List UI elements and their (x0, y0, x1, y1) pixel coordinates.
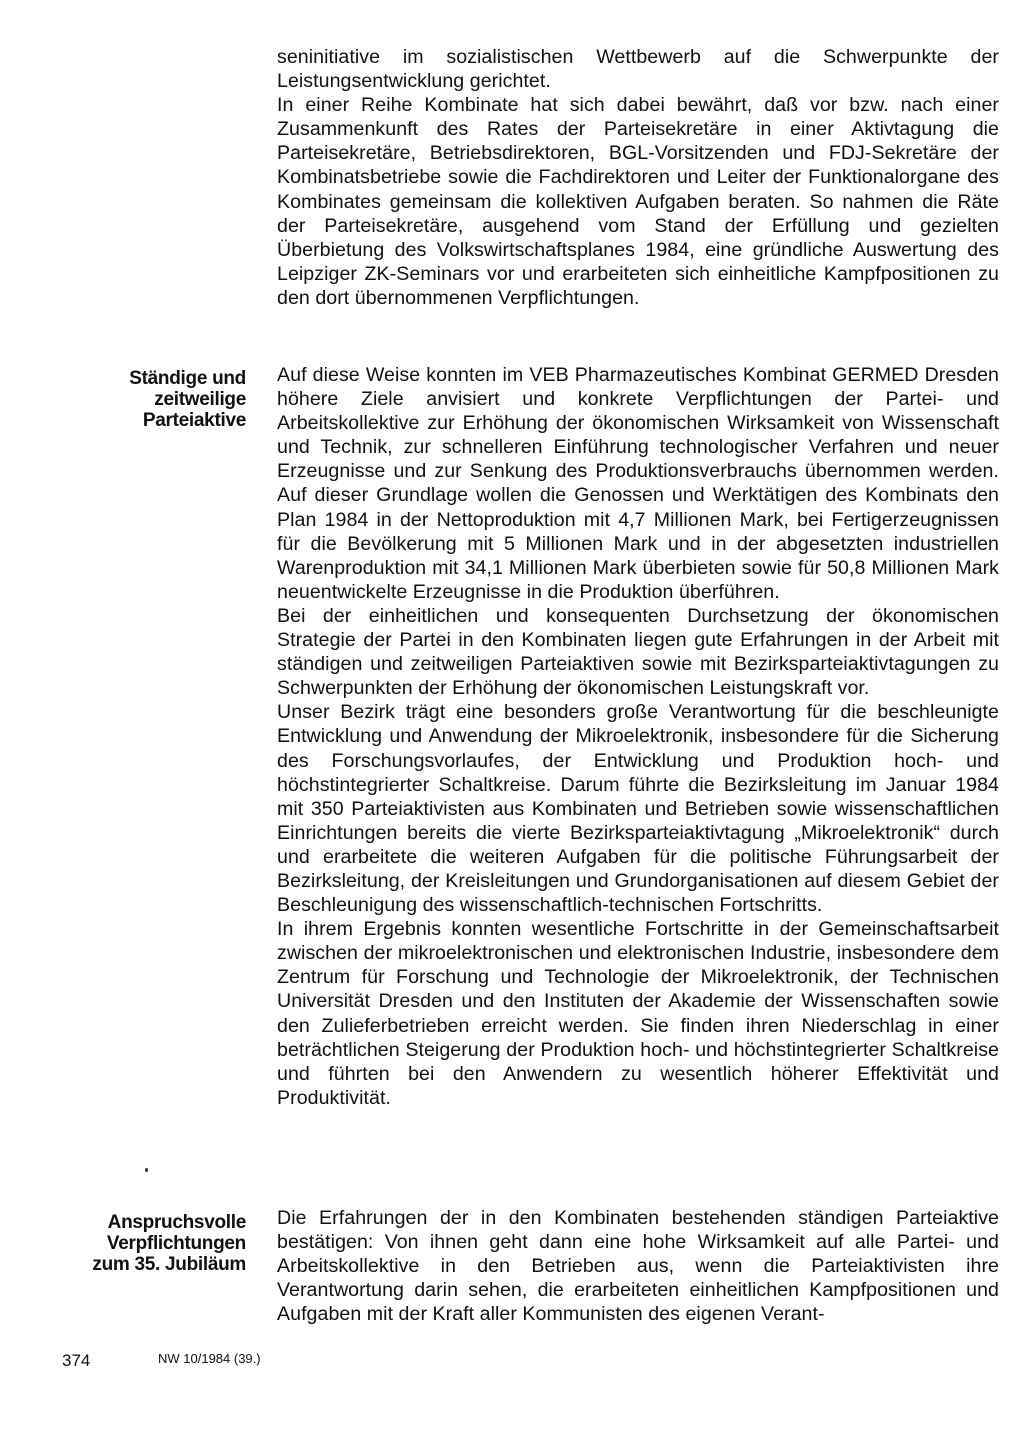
paragraph: Unser Bezirk trägt eine besonders große Verantwortung für die beschleunigte Entwicklung und Anwendung der Mikroelektronik, insbesondere für die Sicherung des Forschungsvorlaufes, der Entwicklung und Produktion hoch- und höchstintegrierter Schaltkreise. Darum führte die Bezirksleitung im Januar 1984 mit 350 Parteiaktivisten aus Kombinaten und Betrieben sowie wissenschaftlichen Einrichtungen bereits die vierte Bezirksparteiaktivtagung „Mikroelektronik“ durch und erarbeitete die weiteren Aufgaben für die politische Führungsarbeit der Bezirksleitung, der Kreisleitungen und Grundorganisationen auf diesem Gebiet der Beschleunigung des wissenschaftlich-technischen Fortschritts. (277, 701, 999, 917)
paragraph: Die Erfahrungen der in den Kombinaten bestehenden ständigen Parteiaktive bestätigen: Von ihnen geht dann eine hohe Wirksamkeit auf alle Partei- und Arbeitskollektive in den Betrieben aus, wenn die Parteiaktivisten ihre Verantwortung darin sehen, die erarbeiteten einheitlichen Kampfpositionen und Aufgaben mit der Kraft aller Kommunisten des eigenen Verant- (277, 1207, 999, 1326)
margin-heading-jubilaeum (60, 1212, 246, 1275)
body-text-top (277, 45, 999, 310)
paragraph: seninitiative im sozialistischen Wettbewerb auf die Schwerpunkte der Leistungsentwicklung gerichtet. (277, 46, 999, 93)
paragraph: In ihrem Ergebnis konnten wesentliche Fortschritte in der Gemeinschaftsarbeit zwischen der mikroelektronischen und elektronischen Industrie, insbesondere dem Zentrum für Forschung und Technologie der Mikroelektronik, der Technischen Universität Dresden und den Instituten der Akademie der Wissenschaften sowie den Zulieferbetrieben erreicht werden. Sie finden ihren Niederschlag in einer beträchtlichen Steigerung der Produktion hoch- und höchstintegrierter Schaltkreise und führten bei den Anwendern zu wesentlich höherer Effektivität und Produktivität. (277, 918, 999, 1109)
paragraph: In einer Reihe Kombinate hat sich dabei bewährt, daß vor bzw. nach einer Zusammenkunft des Rates der Parteisekretäre in einer Aktivtagung die Parteisekretäre, Betriebsdirektoren, BGL-Vorsitzenden und FDJ-Sekretäre der Kombinatsbetriebe sowie die Fachdirektoren und Leiter der Funktionalorgane des Kombinates gemeinsam die kollektiven Aufgaben beraten. So nahmen die Räte der Parteisekretäre, ausgehend vom Stand der Erfüllung und gezielten Überbietung des Volkswirtschaftsplanes 1984, eine gründliche Auswertung des Leipziger ZK-Seminars vor und erarbeiteten sich einheitliche Kampfpositionen zu den dort übernommenen Verpflichtungen. (277, 94, 999, 309)
margin-heading-line: Ständige und (129, 368, 246, 389)
margin-heading-line: zeitweilige (154, 389, 246, 410)
page-number: 374 (62, 1351, 91, 1370)
paragraph: Auf diese Weise konnten im VEB Pharmazeutisches Kombinat GERMED Dresden höhere Ziele anvisiert und konkrete Verpflichtungen der Partei- und Arbeitskollektive zur Erhöhung der ökonomischen Wirksamkeit von Wissenschaft und Technik, zur schnelleren Einführung technologischer Verfahren und neuer Erzeugnisse und zur Senkung des Produktionsverbrauchs übernommen werden. Auf dieser Grundlage wollen die Genossen und Werktätigen des Kombinats den Plan 1984 in der Nettoproduktion mit 4,7 Millionen Mark, bei Fertigerzeugnissen für die Bevölkerung mit 5 Millionen Mark und in der abgesetzten industriellen Warenproduktion mit 34,1 Millionen Mark überbieten sowie für 50,8 Millionen Mark neuentwickelte Erzeugnisse in die Produktion überführen. (277, 364, 999, 603)
source-reference: NW 10/1984 (39.) (158, 1351, 261, 1366)
paragraph: Bei der einheitlichen und konsequenten Durchsetzung der ökonomischen Strategie der Partei in den Kombinaten liegen gute Erfahrungen in der Arbeit mit ständigen und zeitweiligen Parteiaktiven sowie mit Bezirksparteiaktivtagungen zu Schwerpunkten der Erhöhung der ökonomischen Leistungskraft vor. (277, 604, 999, 700)
margin-heading-line: Anspruchsvolle (107, 1212, 246, 1233)
margin-heading-parteiaktive (60, 368, 246, 431)
margin-heading-line: Parteiaktive (142, 410, 246, 431)
body-text-bottom (277, 1206, 999, 1326)
print-speck (145, 1168, 148, 1172)
margin-heading-line: Verpflichtungen (106, 1233, 246, 1254)
margin-heading-line: zum 35. Jubiläum (92, 1254, 246, 1275)
body-text-middle (277, 363, 999, 1110)
